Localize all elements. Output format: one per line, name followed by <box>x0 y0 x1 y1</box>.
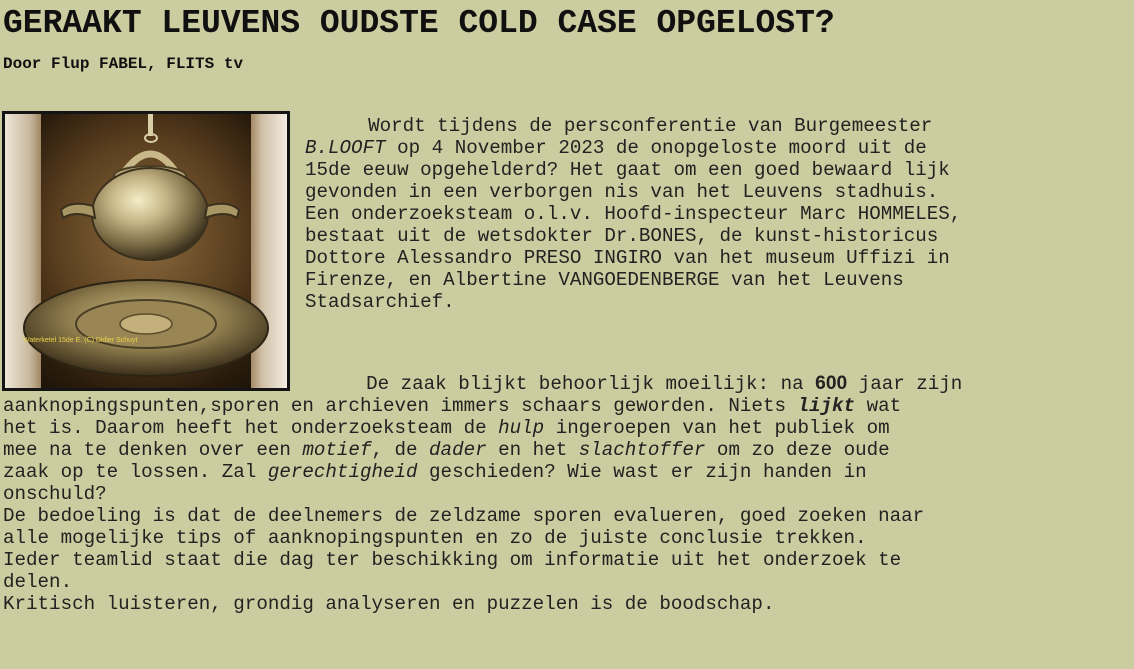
p2-line-2-b: wat <box>855 395 902 417</box>
p2-line-4-b: , de <box>371 439 430 461</box>
p3-line-2: alle mogelijke tips of aanknopingspunten en zo de juiste conclusie trekken. <box>3 527 867 549</box>
emphasis-lijkt: lijkt <box>797 395 856 417</box>
emphasis-slachtoffer: slachtoffer <box>578 439 706 461</box>
p1-line-3: 15de eeuw opgehelderd? Het gaat om een goed bewaard lijk <box>305 159 950 181</box>
p4-line-1: Kritisch luisteren, grondig analyseren en puzzelen is de boodschap. <box>3 593 775 615</box>
byline: Door Flup FABEL, FLITS tv <box>3 55 244 73</box>
p3-line-3: Ieder teamlid staat die dag ter beschikking om informatie uit het onderzoek te <box>3 549 902 571</box>
p2-line-2 <box>3 395 901 417</box>
p1-line-5: Een onderzoeksteam o.l.v. Hoofd-inspecteur Marc HOMMELES, <box>305 203 962 225</box>
mayor-name: B.LOOFT <box>305 137 386 159</box>
years-number: 600 <box>815 373 848 394</box>
p2-line-2-a: aanknopingspunten,sporen en archieven immers schaars geworden. Niets <box>3 395 798 417</box>
p2-line-5-a: zaak op te lossen. Zal <box>3 461 268 483</box>
p2-line-1-b: jaar zijn <box>847 373 963 395</box>
p1-line-7: Dottore Alessandro PRESO INGIRO van het museum Uffizi in <box>305 247 950 269</box>
photo-caption: Waterketel 15de E. (C) Didier Schuyt <box>23 337 138 344</box>
headline: GERAAKT LEUVENS OUDSTE COLD CASE OPGELOST? <box>3 5 835 42</box>
p2-line-6: onschuld? <box>3 483 107 505</box>
p2-line-3-a: het is. Daarom heeft het onderzoeksteam de <box>3 417 499 439</box>
emphasis-hulp: hulp <box>498 417 545 439</box>
p1-line-4: gevonden in een verborgen nis van het Leuvens stadhuis. <box>305 181 939 203</box>
kettle-illustration <box>5 114 287 388</box>
p1-line-1: Wordt tijdens de persconferentie van Burgemeester <box>299 115 933 137</box>
p3-line-4: delen. <box>3 571 73 593</box>
pewter-water-kettle-photo <box>2 111 290 391</box>
p3-line-1: De bedoeling is dat de deelnemers de zeldzame sporen evalueren, goed zoeken naar <box>3 505 925 527</box>
emphasis-dader: dader <box>429 439 487 461</box>
emphasis-motief: motief <box>302 439 372 461</box>
p1-line-2 <box>305 137 927 159</box>
p1-line-8: Firenze, en Albertine VANGOEDENBERGE van het Leuvens <box>305 269 904 291</box>
p2-line-5 <box>3 461 867 483</box>
p2-line-4 <box>3 439 890 461</box>
emphasis-gerechtigheid: gerechtigheid <box>267 461 418 483</box>
p2-line-5-b: geschieden? Wie wast er zijn handen in <box>417 461 867 483</box>
p1-line-2-rest: op 4 November 2023 de onopgeloste moord uit de <box>385 137 927 159</box>
p2-line-3 <box>3 417 890 439</box>
p2-line-4-d: om zo deze oude <box>705 439 890 461</box>
p1-line-9: Stadsarchief. <box>305 291 455 313</box>
p2-line-1-a: De zaak blijkt behoorlijk moeilijk: na <box>297 373 816 395</box>
p1-line-6: bestaat uit de wetsdokter Dr.BONES, de kunst-historicus <box>305 225 939 247</box>
p2-line-3-b: ingeroepen van het publiek om <box>544 417 890 439</box>
p2-line-4-c: en het <box>486 439 579 461</box>
p2-line-1 <box>297 373 962 395</box>
p2-line-4-a: mee na te denken over een <box>3 439 303 461</box>
